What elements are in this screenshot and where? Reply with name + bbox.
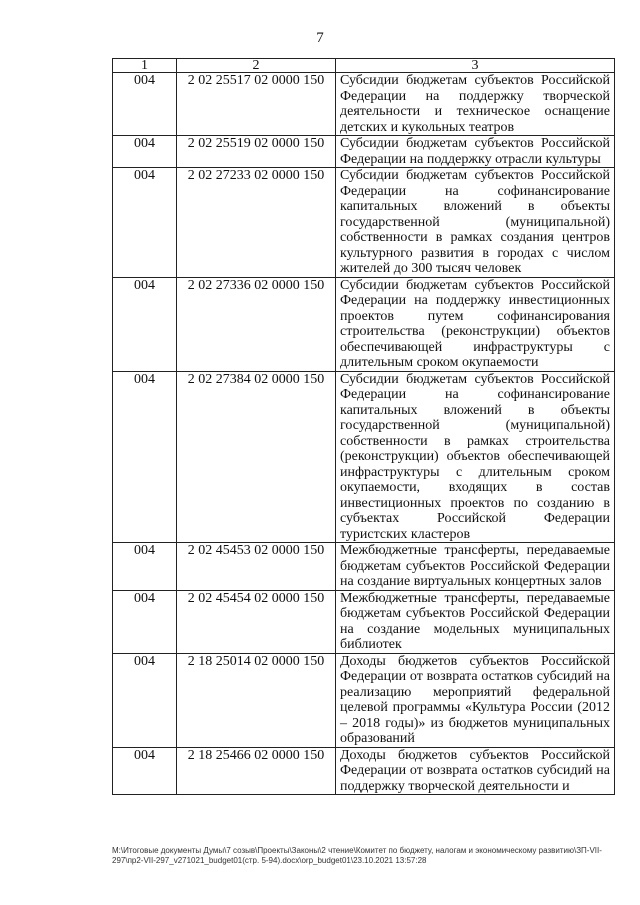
table-row bbox=[113, 168, 615, 278]
income-code-cell: 2 02 25519 02 0000 150 bbox=[177, 136, 336, 168]
income-code-cell: 2 18 25466 02 0000 150 bbox=[177, 747, 336, 795]
income-code-cell: 2 18 25014 02 0000 150 bbox=[177, 653, 336, 747]
description-cell: Субсидии бюджетам субъектов Российской Федерации на софинансирование капитальных вложений в объекты государственной (муниципальной) собственности в рамках создания центров культурного развития в городах с числом жителей до 300 тысяч человек bbox=[336, 168, 615, 278]
description-cell: Межбюджетные трансферты, передаваемые бюджетам субъектов Российской Федерации на создание модельных муниципальных библиотек bbox=[336, 590, 615, 653]
table-row bbox=[113, 590, 615, 653]
admin-code-cell: 004 bbox=[113, 543, 177, 591]
description-cell: Субсидии бюджетам субъектов Российской Федерации на поддержку отрасли культуры bbox=[336, 136, 615, 168]
column-header-3: 3 bbox=[336, 59, 615, 73]
admin-code-cell: 004 bbox=[113, 277, 177, 371]
description-cell: Субсидии бюджетам субъектов Российской Федерации на софинансирование капитальных вложений в объекты государственной (муниципальной) собственности в рамках строительства (реконструкции) объектов обеспечивающей инфраструктуры с длительным сроком окупаемости, входящих в состав инвестиционных проектов по созданию в субъектах Российской Федерации туристских кластеров bbox=[336, 371, 615, 543]
column-header-2: 2 bbox=[177, 59, 336, 73]
income-code-cell: 2 02 27336 02 0000 150 bbox=[177, 277, 336, 371]
table-row bbox=[113, 277, 615, 371]
table-row bbox=[113, 653, 615, 747]
admin-code-cell: 004 bbox=[113, 168, 177, 278]
table-row bbox=[113, 747, 615, 795]
description-cell: Субсидии бюджетам субъектов Российской Федерации на поддержку инвестиционных проектов путем софинансирования строительства (реконструкции) объектов обеспечивающей инфраструктуры с длительным сроком окупаемости bbox=[336, 277, 615, 371]
table-row bbox=[113, 73, 615, 136]
income-code-cell: 2 02 25517 02 0000 150 bbox=[177, 73, 336, 136]
table-row bbox=[113, 136, 615, 168]
column-header-1: 1 bbox=[113, 59, 177, 73]
document-path-footer: M:\Итоговые документы Думы\7 созыв\Проекты\Законы\2 чтение\Комитет по бюджету, налогам и экономическому развитию\ЗП-VII-297\пр2-VII-297_v271021_budget01(стр. 5-94).docx\orp_budget01\23.10.2021 13:57:28 bbox=[112, 846, 602, 865]
income-code-cell: 2 02 45454 02 0000 150 bbox=[177, 590, 336, 653]
income-code-cell: 2 02 27384 02 0000 150 bbox=[177, 371, 336, 543]
description-cell: Субсидии бюджетам субъектов Российской Федерации на поддержку творческой деятельности и техническое оснащение детских и кукольных театров bbox=[336, 73, 615, 136]
income-code-cell: 2 02 27233 02 0000 150 bbox=[177, 168, 336, 278]
admin-code-cell: 004 bbox=[113, 590, 177, 653]
table-row bbox=[113, 371, 615, 543]
table-row bbox=[113, 543, 615, 591]
admin-code-cell: 004 bbox=[113, 136, 177, 168]
admin-code-cell: 004 bbox=[113, 653, 177, 747]
admin-code-cell: 004 bbox=[113, 371, 177, 543]
table-header-row bbox=[113, 59, 615, 73]
description-cell: Доходы бюджетов субъектов Российской Федерации от возврата остатков субсидий на поддержку творческой деятельности и bbox=[336, 747, 615, 795]
description-cell: Доходы бюджетов субъектов Российской Федерации от возврата остатков субсидий на реализацию мероприятий федеральной целевой программы «Культура России (2012 – 2018 годы)» из бюджетов муниципальных образований bbox=[336, 653, 615, 747]
income-code-cell: 2 02 45453 02 0000 150 bbox=[177, 543, 336, 591]
description-cell: Межбюджетные трансферты, передаваемые бюджетам субъектов Российской Федерации на создание виртуальных концертных залов bbox=[336, 543, 615, 591]
page-number: 7 bbox=[316, 30, 324, 46]
admin-code-cell: 004 bbox=[113, 73, 177, 136]
budget-classification-table bbox=[112, 58, 615, 795]
admin-code-cell: 004 bbox=[113, 747, 177, 795]
